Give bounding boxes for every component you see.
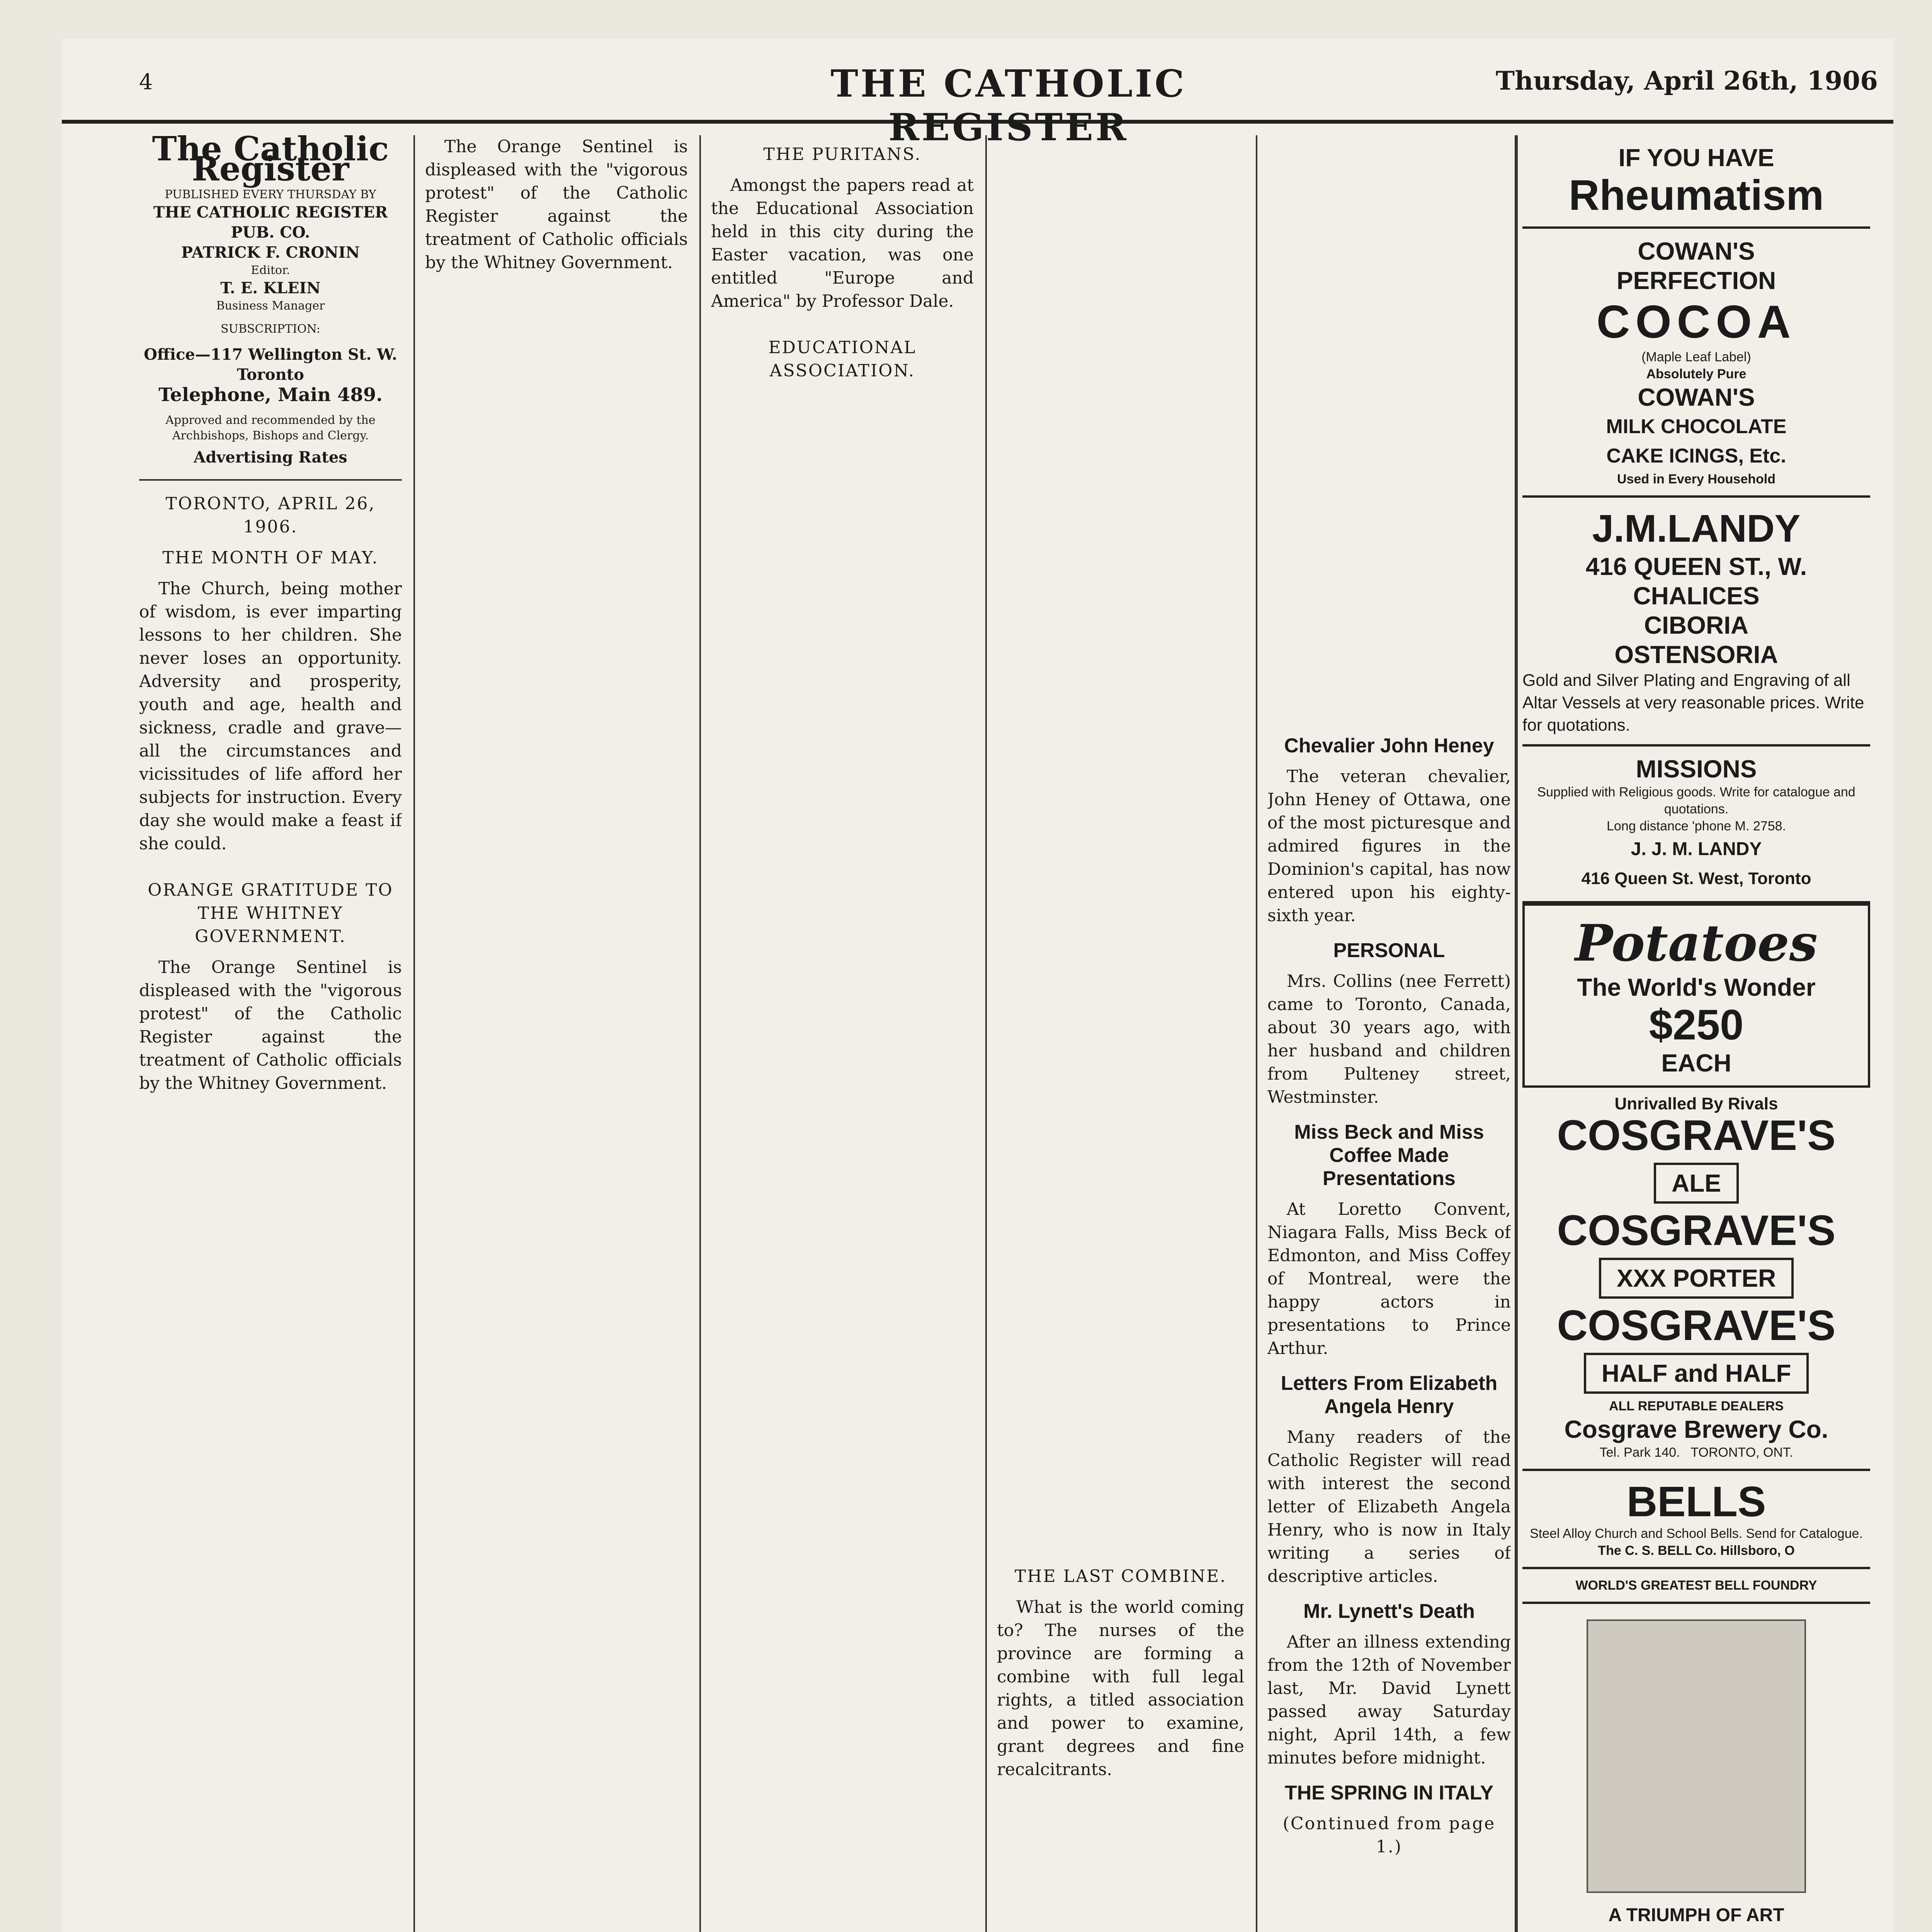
- cowan-name-2: COWAN'S: [1638, 383, 1755, 411]
- cowan-icings: CAKE ICINGS, Etc.: [1606, 445, 1786, 467]
- info-telephone: Telephone, Main 489.: [158, 384, 383, 406]
- letters-text: Many readers of the Catholic Register will read with interest the second letter of Elizabeth Angela Henry, who is now in Italy writing a series of descriptive articles.: [1267, 1427, 1511, 1586]
- cosgrave-name: COSGRAVE'S: [1557, 1112, 1836, 1159]
- lynett-title: Mr. Lynett's Death: [1303, 1600, 1475, 1622]
- bells-title: BELLS: [1626, 1478, 1766, 1526]
- info-manager-role: Business Manager: [216, 299, 325, 313]
- column-3: [711, 135, 974, 1932]
- info-company: THE CATHOLIC REGISTER PUB. CO.: [153, 203, 388, 242]
- rheumatism-ad: [1522, 135, 1870, 229]
- column-2: [425, 135, 688, 1932]
- info-editor-role: Editor.: [251, 264, 290, 277]
- month-of-may-title: THE MONTH OF MAY.: [162, 548, 379, 568]
- potatoes-ad: [1522, 903, 1870, 1088]
- chevalier-title: Chevalier John Heney: [1284, 735, 1494, 757]
- cosgrave-name-2: COSGRAVE'S: [1557, 1207, 1836, 1254]
- column-1: [139, 135, 402, 1932]
- foundry-title: WORLD'S GREATEST BELL FOUNDRY: [1575, 1578, 1817, 1593]
- masthead: [62, 54, 1893, 149]
- info-editor-name: PATRICK F. CRONIN: [181, 243, 360, 262]
- presentations-text: At Loretto Convent, Niagara Falls, Miss Beck of Edmonton, and Miss Coffey of Montreal, were the happy actors in presentations to Prince Arthur.: [1267, 1199, 1511, 1358]
- landy-address: 416 QUEEN ST., W.: [1585, 553, 1807, 580]
- puritans-text: Amongst the papers read at the Educational Association held in this city during the Easter vacation, was one entitled "Europe and America" by Professor Dale.: [711, 175, 974, 311]
- orange-text: The Orange Sentinel is displeased with the "vigorous protest" of the Catholic Register against the treatment of Catholic officials by the Whitney Government.: [139, 957, 402, 1093]
- personal-text: Mrs. Collins (nee Ferrett) came to Toronto, Canada, about 30 years ago, with her husband and children from Pulteney street, Westminster.: [1267, 971, 1511, 1107]
- presentations-title: Miss Beck and Miss Coffee Made Presentations: [1294, 1121, 1484, 1190]
- rheum-headline: IF YOU HAVE: [1618, 144, 1774, 172]
- cosgrave-dealers: ALL REPUTABLE DEALERS: [1609, 1399, 1784, 1413]
- puritans-title: THE PURITANS.: [763, 145, 922, 164]
- info-office: Office—117 Wellington St. W. Toronto: [144, 345, 397, 384]
- column-4: [997, 135, 1244, 1932]
- info-subscription: SUBSCRIPTION:: [221, 322, 320, 336]
- info-title: The Catholic Register: [152, 135, 389, 189]
- cowan-cocoa: COCOA: [1596, 296, 1796, 348]
- cosgrave-name-3: COSGRAVE'S: [1557, 1302, 1836, 1349]
- cosgrave-half: HALF and HALF: [1584, 1353, 1809, 1394]
- missions-landy: J. J. M. LANDY: [1631, 839, 1762, 859]
- cowan-name: COWAN'S: [1638, 237, 1755, 265]
- chevalier-text: The veteran chevalier, John Heney of Ottawa, one of the most picturesque and admired figures in the Dominion's capital, has now entered upon his eighty-sixth year.: [1267, 767, 1511, 925]
- last-combine-title: THE LAST COMBINE.: [1014, 1566, 1227, 1586]
- landy-ostensoria: OSTENSORIA: [1614, 641, 1778, 668]
- info-published: PUBLISHED EVERY THURSDAY BY: [165, 188, 376, 201]
- month-of-may-text: The Church, being mother of wisdom, is ever imparting lessons to her children. She never loses an opportunity. Adversity and prosperity, youth and age, health and sickness, cradle and grave—all the circumstances and vicissitudes of life afford her subjects for instruction. Every day she would make a feast if she could.: [139, 579, 402, 854]
- letters-title: Letters From Elizabeth Angela Henry: [1281, 1372, 1498, 1418]
- info-approved: Approved and recommended by the Archbishops, Bishops and Clergy.: [165, 413, 376, 442]
- laundry-illustration: [1587, 1619, 1806, 1893]
- orange-continued: The Orange Sentinel is displeased with the "vigorous protest" of the Catholic Register against the treatment of Catholic officials by the Whitney Government.: [425, 137, 688, 272]
- landy-plating: Gold and Silver Plating and Engraving of all Altar Vessels at very reasonable prices. Write for quotations.: [1522, 671, 1864, 735]
- lynett-text: After an illness extending from the 12th of November last, Mr. David Lynett passed away Saturday night, April 14th, a few minutes before midnight.: [1267, 1632, 1511, 1768]
- info-manager-name: T. E. KLEIN: [220, 279, 321, 297]
- cosgrave-brewery: Cosgrave Brewery Co.: [1564, 1415, 1828, 1443]
- cowan-ad: [1522, 229, 1870, 498]
- cosgrave-tagline: Unrivalled By Rivals: [1614, 1094, 1778, 1113]
- cosgrave-tel: Tel. Park 140.: [1599, 1445, 1680, 1460]
- spring-title: THE SPRING IN ITALY: [1284, 1782, 1494, 1804]
- missions-address: 416 Queen St. West, Toronto: [1581, 869, 1811, 888]
- landy-ad: [1522, 498, 1870, 747]
- info-box: [139, 135, 402, 468]
- potatoes-each: EACH: [1661, 1049, 1731, 1077]
- potatoes-title: Potatoes: [1575, 913, 1818, 973]
- column-rule: [1256, 135, 1257, 1932]
- column-5: [1267, 135, 1511, 1932]
- missions-ad: [1522, 747, 1870, 903]
- personal-title: PERSONAL: [1333, 939, 1445, 962]
- missions-supplied: Supplied with Religious goods. Write for catalogue and quotations.: [1537, 785, 1855, 816]
- cowan-pure: Absolutely Pure: [1646, 367, 1747, 381]
- spring-subtitle: (Continued from page 1.): [1282, 1814, 1496, 1857]
- rheum-word: Rheumatism: [1568, 172, 1824, 219]
- landy-name: J.M.LANDY: [1592, 507, 1801, 550]
- art-title: A TRIUMPH OF ART: [1608, 1905, 1784, 1925]
- cosgrave-porter: XXX PORTER: [1599, 1258, 1794, 1299]
- bells-text: Steel Alloy Church and School Bells. Send for Catalogue.: [1530, 1526, 1863, 1541]
- last-combine-text: What is the world coming to? The nurses of the province are forming a combine with full legal rights, a titled association and power to examine, grant degrees and fine recalcitrants.: [997, 1597, 1244, 1779]
- missions-phone: Long distance 'phone M. 2758.: [1607, 819, 1786, 833]
- foundry-ad: [1522, 1569, 1870, 1604]
- landy-ciboria: CIBORIA: [1644, 611, 1749, 639]
- orange-title: ORANGE GRATITUDE TO THE WHITNEY GOVERNMENT.: [148, 880, 393, 946]
- column-rule: [985, 135, 987, 1932]
- cowan-milk: MILK CHOCOLATE: [1606, 415, 1787, 438]
- cowan-perfection: PERFECTION: [1616, 267, 1776, 294]
- issue-date: Thursday, April 26th, 1906: [1495, 66, 1878, 96]
- cowan-label: (Maple Leaf Label): [1641, 350, 1751, 364]
- info-advertising: Advertising Rates: [194, 448, 347, 466]
- potatoes-price: $250: [1649, 1001, 1744, 1049]
- educational-title: EDUCATIONAL ASSOCIATION.: [768, 338, 917, 381]
- paper-name: THE CATHOLIC REGISTER: [830, 62, 1187, 149]
- column-rule: [413, 135, 415, 1932]
- page-number: 4: [139, 70, 153, 95]
- missions-title: MISSIONS: [1636, 755, 1757, 783]
- cosgrave-ale: ALE: [1654, 1163, 1739, 1204]
- ads-column: [1522, 135, 1870, 1932]
- column-rule: [699, 135, 701, 1932]
- cosgrave-city: TORONTO, ONT.: [1690, 1445, 1793, 1460]
- art-ad: [1522, 1604, 1870, 1932]
- column-rule: [1515, 135, 1518, 1932]
- cosgrave-ad: [1522, 1088, 1870, 1471]
- bells-company: The C. S. BELL Co. Hillsboro, O: [1598, 1543, 1795, 1558]
- potatoes-wonder: The World's Wonder: [1577, 973, 1816, 1001]
- newspaper-page: [62, 39, 1893, 1932]
- bells-ad: [1522, 1471, 1870, 1569]
- landy-chalices: CHALICES: [1633, 582, 1760, 610]
- dateline: TORONTO, APRIL 26, 1906.: [165, 494, 376, 537]
- cowan-household: Used in Every Household: [1617, 472, 1776, 486]
